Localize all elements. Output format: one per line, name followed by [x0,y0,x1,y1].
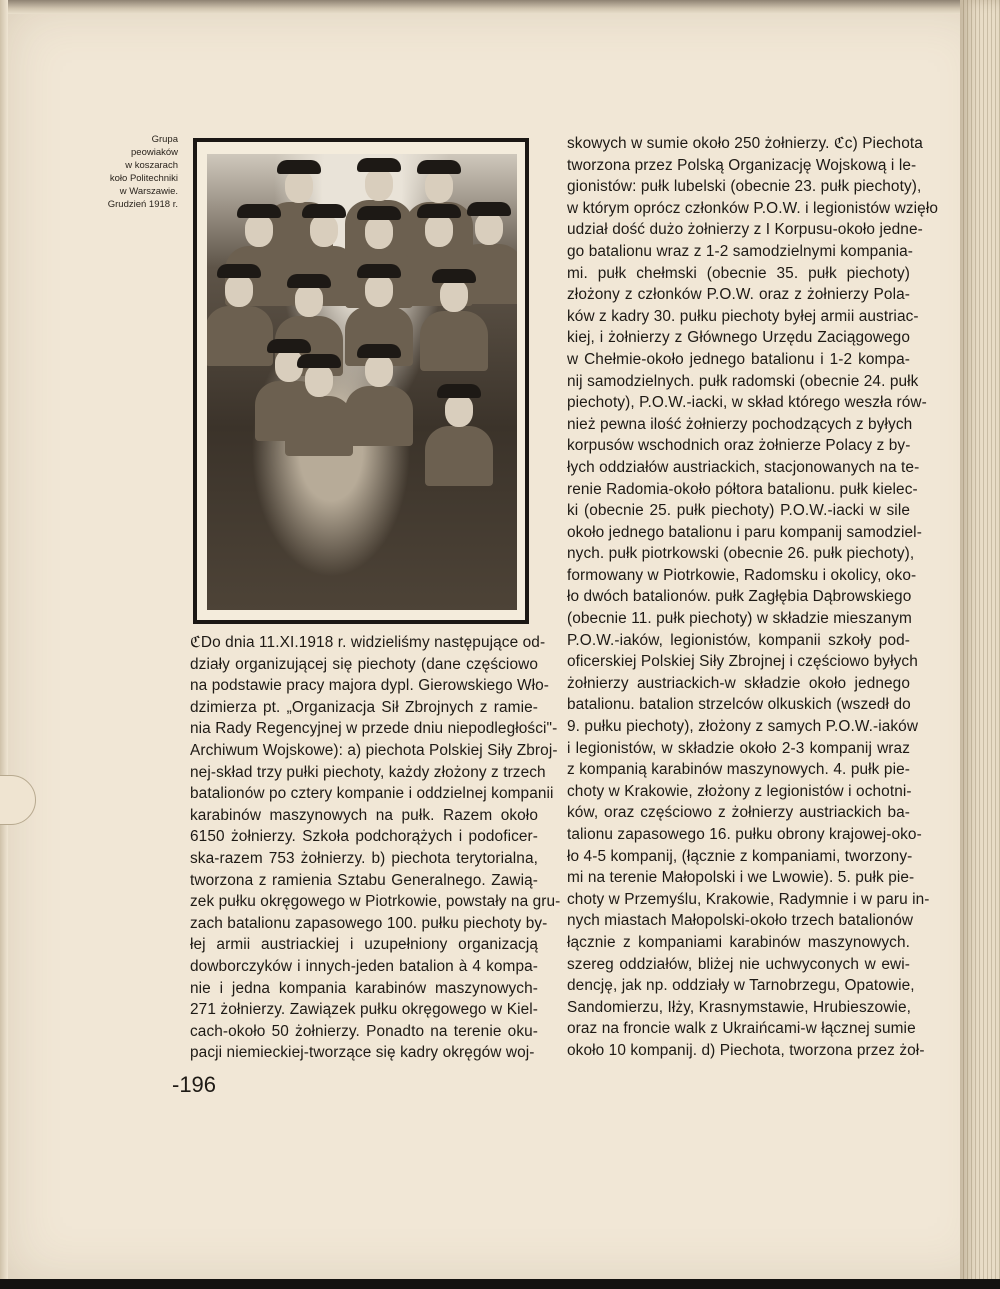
caption-line: w koszarach [125,160,178,171]
text-line: ło 4-5 kompanij, (łącznie z kompaniami, tworzony- [567,847,913,865]
text-line: ło dwóch batalionów. pułk Zagłębia Dąbrowskiego [567,588,912,606]
text-line: łej armii austriackiej i uzupełniony organizacją [190,936,538,954]
text-line: żołnierzy austriackich-w składzie około jednego [567,674,910,692]
text-line: w Chełmie-około jednego batalionu i 1-2 kompa- [567,350,910,368]
text-line: tworzona przez Polską Organizację Wojskową i le- [567,156,917,174]
text-line: gionistów: pułk lubelski (obecnie 23. pułk piechoty), [567,178,922,196]
text-line: łącznie z kompaniami karabinów maszynowych. [567,933,910,951]
text-line: ska-razem 753 żołnierzy. b) piechota terytorialna, [190,849,538,867]
text-line: kiej, i żołnierzy z Głównego Urzędu Zaciągowego [567,329,910,347]
text-line: około jednego batalionu i paru kompanij samodziel- [567,523,922,541]
page-tab-notch [0,775,36,825]
text-line: piechoty), P.O.W.-iacki, w skład którego weszła rów- [567,394,927,412]
caption-line: Grudzień 1918 r. [107,199,178,210]
caption-line: peowiaków [131,147,178,158]
text-line: renie Radomia-około półtora batalionu. pułk kielec- [567,480,918,498]
text-line: batalionów po cztery kompanie i oddzielnej kompanii [190,785,554,803]
text-line: choty w Przemyślu, Krakowie, Radymnie i w paru in- [567,890,930,908]
text-line: dowborczyków i innych-jeden batalion à 4 kompa- [190,957,538,975]
page-stack-edge [960,0,1000,1289]
text-column-left [190,632,561,1064]
text-line: skowych w sumie około 250 żołnierzy. ℭc) Piechota [567,135,923,152]
caption-line: Grupa [151,134,178,145]
text-line: nij samodzielnych. pułk radomski (obecnie 24. pułk [567,372,919,390]
text-line: choty w Krakowie, złożony z legionistów i ochotni- [567,782,912,800]
text-line: zek pułku okręgowego w Piotrkowie, powstały na gru- [190,893,561,911]
text-line: (obecnie 11. pułk piechoty) w składzie mieszanym [567,610,912,628]
text-line: korpusów wschodnich oraz żołnierze Polacy z by- [567,437,911,455]
text-line: oraz na froncie walk z Ukraińcami-w łącznej sumie [567,1020,916,1038]
text-line: szereg oddziałów, bliżej nie uchwyconych w ewi- [567,955,910,973]
photo-frame [193,138,529,624]
photo-caption [92,133,178,211]
text-line: nież pewna ilość żołnierzy pochodzących z byłych [567,415,913,433]
text-column-right [567,133,938,1062]
text-line: pacji niemieckiej-tworzące się kadry okręgów woj- [190,1044,535,1062]
text-line: w którym oprócz członków P.O.W. i legionistów wzięło [567,199,938,217]
text-line: Archiwum Wojskowe): a) piechota Polskiej Siły Zbroj- [190,741,558,759]
text-line: ków, oraz częściowo z żołnierzy austriackich ba- [567,804,910,822]
text-line: łych oddziałów austriackich, stacjonowanych na te- [567,458,920,476]
text-line: karabinów maszynowych na pułk. Razem około [190,806,538,824]
text-line: nia Rady Regencyjnej w przede dniu niepodległości"- [190,720,558,738]
text-line: cach-około 50 żołnierzy. Ponadto na terenie oku- [190,1022,538,1040]
text-line: zach batalionu zapasowego 100. pułku piechoty by- [190,914,548,932]
text-line: udział dość dużo żołnierzy z I Korpusu-około jedne- [567,221,923,239]
page-left-gutter [0,0,8,1289]
text-line: 6150 żołnierzy. Szkoła podchorążych i podoficer- [190,828,538,846]
page-top-edge [0,0,1000,14]
text-line: dzimierza pt. „Organizacja Sił Zbrojnych z ramie- [190,698,538,716]
text-line: nych. pułk piotrkowski (obecnie 26. pułk piechoty), [567,545,915,563]
text-line: tworzona z ramienia Sztabu Generalnego. Zawią- [190,871,538,889]
page-bottom-edge [0,1279,1000,1289]
text-line: z kompanią karabinów maszynowych. 4. pułk pie- [567,761,910,779]
text-line: na podstawie pracy majora dypl. Gierowskiego Wło- [190,677,550,695]
text-line: 271 żołnierzy. Zawiązek pułku okręgowego w Kiel- [190,1001,538,1019]
text-line: ℭDo dnia 11.XI.1918 r. widzieliśmy następujące od- [190,634,546,651]
text-line: około 10 kompanij. d) Piechota, tworzona przez żoł- [567,1041,925,1059]
text-line: ków z kadry 30. pułku piechoty byłej armii austriac- [567,307,919,325]
text-line: Sandomierzu, Iłży, Krasnymstawie, Hrubieszowie, [567,998,911,1016]
text-line: złożony z członków P.O.W. oraz z żołnierzy Pola- [567,286,910,304]
text-line: dencję, jak np. oddziały w Tarnobrzegu, Opatowie, [567,977,915,995]
text-line: batalionu. batalion strzelców olkuskich (wszedł do [567,696,911,714]
text-line: mi na terenie Małopolski i we Lwowie). 5. pułk pie- [567,869,915,887]
text-line: P.O.W.-iaków, legionistów, kompanii szkoły pod- [567,631,910,649]
text-line: oficerskiej Polskiej Siły Zbrojnej i częściowo byłych [567,653,918,671]
text-line: mi. pułk chełmski (obecnie 35. pułk piechoty) [567,264,910,282]
text-line: 9. pułku piechoty), złożony z samych P.O.W.-iaków [567,718,919,736]
text-line: nie i jedna kompania karabinów maszynowych- [190,979,538,997]
caption-line: w Warszawie. [119,186,178,197]
group-photograph [207,154,517,610]
text-line: nej-skład trzy pułki piechoty, każdy złożony z trzech [190,763,546,781]
caption-line: koło Politechniki [109,173,178,184]
text-line: i legionistów, w składzie około 2-3 kompanij wraz [567,739,910,757]
text-line: talionu zapasowego 16. pułku obrony krajowej-oko- [567,826,922,843]
text-line: działy organizującej się piechoty (dane częściowo [190,655,538,673]
text-line: formowany w Piotrkowie, Radomsku i okolicy, oko- [567,566,917,584]
text-line: ki (obecnie 25. pułk piechoty) P.O.W.-iacki w sile [567,502,910,520]
text-line: go batalionu wraz z 1-2 samodzielnymi kompania- [567,242,914,260]
text-line: nych miastach Małopolski-około trzech batalionów [567,912,914,930]
page-number: -196 [172,1072,217,1097]
